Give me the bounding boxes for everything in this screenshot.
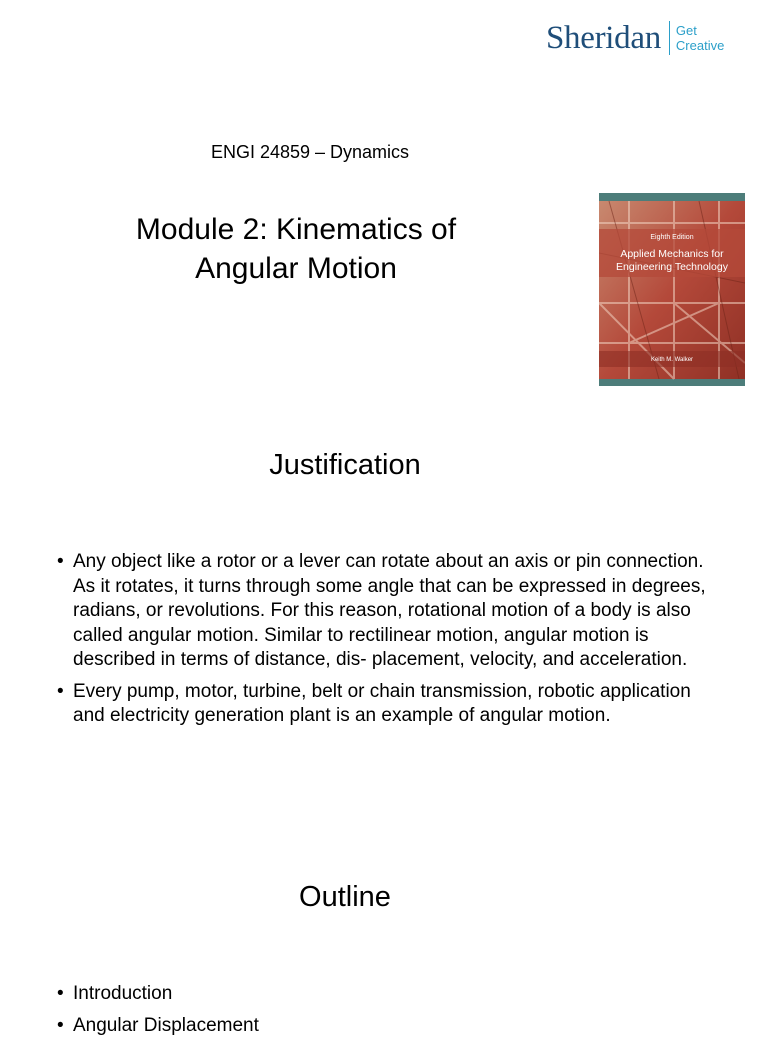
list-item: • Every pump, motor, turbine, belt or chain transmission, robotic application and electricity generation plant is an example of angular motion. bbox=[57, 680, 717, 729]
book-title-line2: Engineering Technology bbox=[616, 260, 728, 273]
book-title-line1: Applied Mechanics for bbox=[620, 248, 724, 260]
book-author: Keith M. Walker bbox=[650, 357, 694, 363]
outline-heading: Outline bbox=[299, 881, 391, 913]
book-edition: Eighth Edition bbox=[650, 234, 694, 241]
sheridan-logo bbox=[546, 18, 724, 58]
logo-tagline-creative: Creative bbox=[675, 38, 725, 53]
list-item: • Introduction bbox=[57, 982, 717, 1007]
list-item: • Any object like a rotor or a lever can rotate about an axis or pin connection. As it rotates, it turns through some angle that can be expressed in degrees, radians, or revolutions. For this reason, rotational motion of a body is also called angular motion. Similar to rectilinear motion, angular motion is described in terms of distance, dis- placement, velocity, and acceleration. bbox=[57, 550, 717, 673]
justification-heading: Justification bbox=[269, 449, 421, 481]
justification-list bbox=[57, 550, 717, 736]
module-title-line2: Angular Motion bbox=[195, 252, 397, 285]
book-cover bbox=[599, 193, 745, 386]
course-title: ENGI 24859 – Dynamics bbox=[210, 142, 410, 162]
book-title bbox=[599, 248, 745, 273]
logo-divider bbox=[669, 21, 670, 55]
logo-wordmark: Sheridan bbox=[546, 19, 661, 56]
module-title-line1: Module 2: Kinematics of bbox=[135, 213, 457, 246]
logo-tagline-get: Get bbox=[675, 23, 697, 38]
list-item: • Angular Displacement bbox=[57, 1014, 717, 1039]
outline-list bbox=[57, 982, 717, 1045]
logo-tagline bbox=[676, 23, 724, 53]
module-title bbox=[86, 210, 506, 288]
